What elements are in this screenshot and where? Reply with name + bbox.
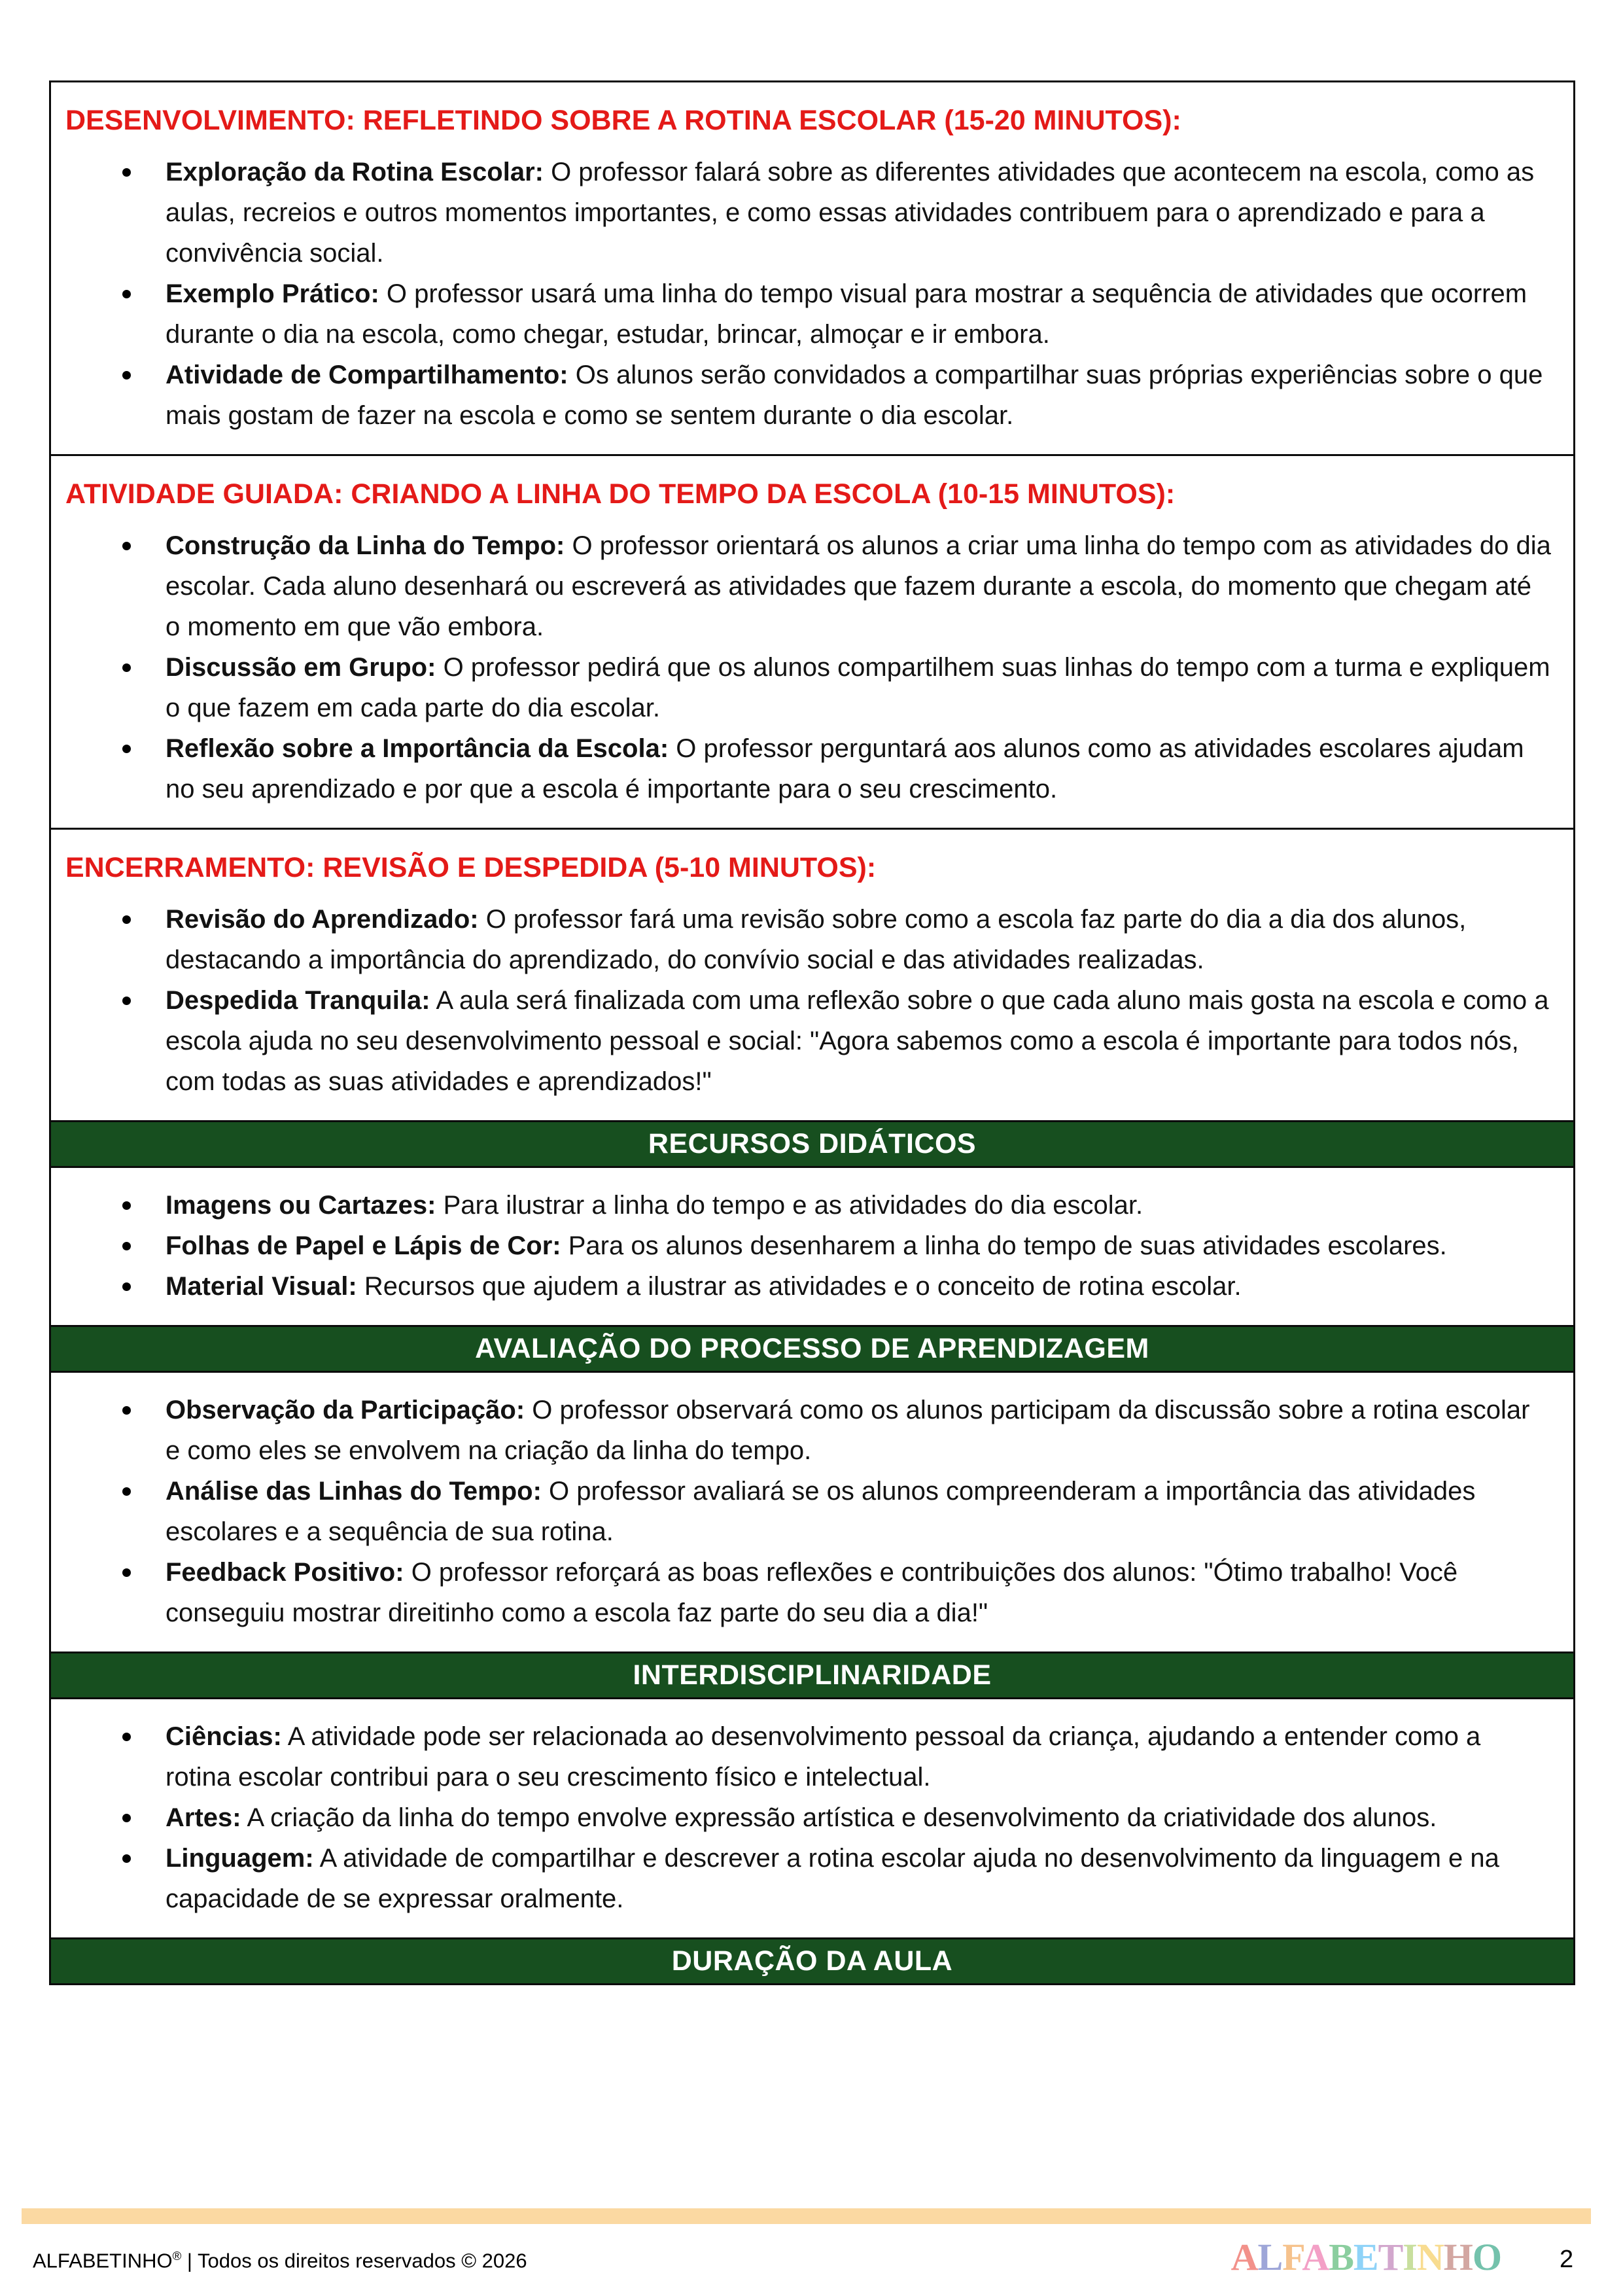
logo-letter: O bbox=[1472, 2236, 1501, 2278]
bullet-item bbox=[166, 1797, 1551, 1838]
bullet-item bbox=[166, 647, 1551, 728]
copyright-text bbox=[33, 2249, 527, 2272]
logo-letter: A bbox=[1302, 2236, 1329, 2278]
bullet-text: Recursos que ajudem a ilustrar as atividades e o conceito de rotina escolar. bbox=[364, 1272, 1242, 1301]
section-heading-encerramento: ENCERRAMENTO: REVISÃO E DESPEDIDA (5-10 MINUTOS): bbox=[65, 852, 877, 883]
bullet-list-recursos bbox=[64, 1185, 1551, 1307]
logo-letter: H bbox=[1443, 2236, 1473, 2278]
bullet-item bbox=[166, 899, 1551, 980]
banner-interdisciplinaridade: INTERDISCIPLINARIDADE bbox=[49, 1651, 1575, 1699]
bullet-list-atividade-guiada bbox=[64, 525, 1551, 809]
bullet-text: O professor reforçará as boas reflexões e contribuições dos alunos: "Ótimo trabalho! Você conseguiu mostrar direitinho como a escola faz parte do seu dia a dia!" bbox=[166, 1558, 1458, 1627]
bullet-item bbox=[166, 1552, 1551, 1633]
section-heading-desenvolvimento: DESENVOLVIMENTO: REFLETINDO SOBRE A ROTINA ESCOLAR (15-20 MINUTOS): bbox=[65, 105, 1181, 136]
bullet-text: O professor observará como os alunos participam da discussão sobre a rotina escolar e como eles se envolvem na criação da linha do tempo. bbox=[166, 1396, 1530, 1465]
bullet-item bbox=[166, 1471, 1551, 1552]
bullet-label: Feedback Positivo: bbox=[166, 1558, 404, 1587]
alfabetinho-logo bbox=[1231, 2235, 1501, 2279]
bullet-item bbox=[166, 980, 1551, 1102]
bullet-text: O professor fará uma revisão sobre como a escola faz parte do dia a dia dos alunos, destacando a importância do aprendizado, do convívio social e das atividades realizadas. bbox=[166, 905, 1467, 974]
rights-text: | Todos os direitos reservados © 2026 bbox=[181, 2249, 527, 2272]
footer-accent-bar bbox=[22, 2208, 1591, 2224]
bullet-label: Observação da Participação: bbox=[166, 1396, 525, 1424]
bullet-label: Atividade de Compartilhamento: bbox=[166, 361, 568, 389]
section-interdisciplinaridade bbox=[49, 1697, 1575, 1939]
bullet-item bbox=[166, 1716, 1551, 1797]
bullet-label: Folhas de Papel e Lápis de Cor: bbox=[166, 1231, 561, 1260]
bullet-item bbox=[166, 525, 1551, 647]
bullet-label: Exploração da Rotina Escolar: bbox=[166, 158, 544, 186]
logo-letter: F bbox=[1282, 2236, 1302, 2278]
bullet-label: Material Visual: bbox=[166, 1272, 357, 1301]
section-avaliacao bbox=[49, 1371, 1575, 1653]
logo-letter: T bbox=[1378, 2236, 1403, 2278]
banner-avaliacao: AVALIAÇÃO DO PROCESSO DE APRENDIZAGEM bbox=[49, 1325, 1575, 1373]
bullet-list-interdisciplinaridade bbox=[64, 1716, 1551, 1919]
logo-letter: N bbox=[1416, 2236, 1444, 2278]
bullet-label: Despedida Tranquila: bbox=[166, 986, 430, 1015]
bullet-label: Linguagem: bbox=[166, 1844, 314, 1873]
logo-letter: B bbox=[1329, 2236, 1353, 2278]
bullet-text: A atividade de compartilhar e descrever a rotina escolar ajuda no desenvolvimento da linguagem e na capacidade de se expressar oralmente. bbox=[166, 1844, 1499, 1913]
bullet-text: A criação da linha do tempo envolve expressão artística e desenvolvimento da criatividade dos alunos. bbox=[247, 1803, 1437, 1832]
section-atividade-guiada bbox=[49, 454, 1575, 830]
section-encerramento bbox=[49, 828, 1575, 1122]
brand-name: ALFABETINHO bbox=[33, 2249, 173, 2272]
bullet-list-encerramento bbox=[64, 899, 1551, 1102]
bullet-item bbox=[166, 355, 1551, 436]
page-number: 2 bbox=[1560, 2246, 1574, 2273]
bullet-item bbox=[166, 1838, 1551, 1919]
registered-mark: ® bbox=[172, 2249, 182, 2263]
bullet-text: Os alunos serão convidados a compartilhar suas próprias experiências sobre o que mais gostam de fazer na escola e como se sentem durante o dia escolar. bbox=[166, 361, 1543, 430]
bullet-label: Análise das Linhas do Tempo: bbox=[166, 1477, 542, 1506]
bullet-label: Reflexão sobre a Importância da Escola: bbox=[166, 734, 669, 763]
bullet-text: O professor pedirá que os alunos compartilhem suas linhas do tempo com a turma e expliquem o que fazem em cada parte do dia escolar. bbox=[166, 653, 1550, 722]
logo-letter: I bbox=[1403, 2236, 1417, 2278]
bullet-text: Para ilustrar a linha do tempo e as atividades do dia escolar. bbox=[443, 1191, 1143, 1220]
bullet-text: O professor falará sobre as diferentes atividades que acontecem na escola, como as aulas, recreios e outros momentos importantes, e como essas atividades contribuem para o aprendizado e para a convivência social. bbox=[166, 158, 1535, 268]
bullet-label: Discussão em Grupo: bbox=[166, 653, 436, 682]
bullet-label: Ciências: bbox=[166, 1722, 282, 1751]
bullet-list-avaliacao bbox=[64, 1390, 1551, 1633]
section-desenvolvimento bbox=[49, 80, 1575, 456]
banner-duracao-da-aula: DURAÇÃO DA AULA bbox=[49, 1937, 1575, 1985]
bullet-label: Imagens ou Cartazes: bbox=[166, 1191, 436, 1220]
bullet-label: Construção da Linha do Tempo: bbox=[166, 531, 565, 560]
logo-letter: L bbox=[1257, 2236, 1283, 2278]
bullet-label: Artes: bbox=[166, 1803, 241, 1832]
bullet-item bbox=[166, 1185, 1551, 1226]
bullet-item bbox=[166, 728, 1551, 809]
page-content bbox=[49, 80, 1575, 1985]
bullet-item bbox=[166, 152, 1551, 274]
bullet-item bbox=[166, 1226, 1551, 1266]
bullet-text: A atividade pode ser relacionada ao desenvolvimento pessoal da criança, ajudando a entender como a rotina escolar contribui para o seu crescimento físico e intelectual. bbox=[166, 1722, 1481, 1792]
bullet-text: O professor usará uma linha do tempo visual para mostrar a sequência de atividades que ocorrem durante o dia na escola, como chegar, estudar, brincar, almoçar e ir embora. bbox=[166, 279, 1527, 349]
bullet-label: Revisão do Aprendizado: bbox=[166, 905, 479, 934]
logo-letter: E bbox=[1353, 2236, 1378, 2278]
logo-letter: A bbox=[1230, 2236, 1258, 2278]
bullet-text: O professor orientará os alunos a criar uma linha do tempo com as atividades do dia escolar. Cada aluno desenhará ou escreverá as atividades que fazem durante a escola, do momento que chegam até o momento em que vão embora. bbox=[166, 531, 1551, 641]
bullet-item bbox=[166, 1390, 1551, 1471]
bullet-item bbox=[166, 274, 1551, 355]
bullet-list-desenvolvimento bbox=[64, 152, 1551, 436]
bullet-text: O professor avaliará se os alunos compreenderam a importância das atividades escolares e a sequência de sua rotina. bbox=[166, 1477, 1476, 1546]
bullet-text: O professor perguntará aos alunos como as atividades escolares ajudam no seu aprendizado e por que a escola é importante para o seu crescimento. bbox=[166, 734, 1524, 804]
bullet-label: Exemplo Prático: bbox=[166, 279, 379, 308]
banner-recursos-didaticos: RECURSOS DIDÁTICOS bbox=[49, 1120, 1575, 1168]
section-heading-atividade-guiada: ATIVIDADE GUIADA: CRIANDO A LINHA DO TEMPO DA ESCOLA (10-15 MINUTOS): bbox=[65, 478, 1176, 510]
bullet-item bbox=[166, 1266, 1551, 1307]
bullet-text: A aula será finalizada com uma reflexão sobre o que cada aluno mais gosta na escola e como a escola ajuda no seu desenvolvimento pessoal e social: "Agora sabemos como a escola é importante para todos nós, com todas as suas atividades e aprendizados!" bbox=[166, 986, 1549, 1096]
bullet-text: Para os alunos desenharem a linha do tempo de suas atividades escolares. bbox=[568, 1231, 1447, 1260]
section-recursos-didaticos bbox=[49, 1166, 1575, 1327]
